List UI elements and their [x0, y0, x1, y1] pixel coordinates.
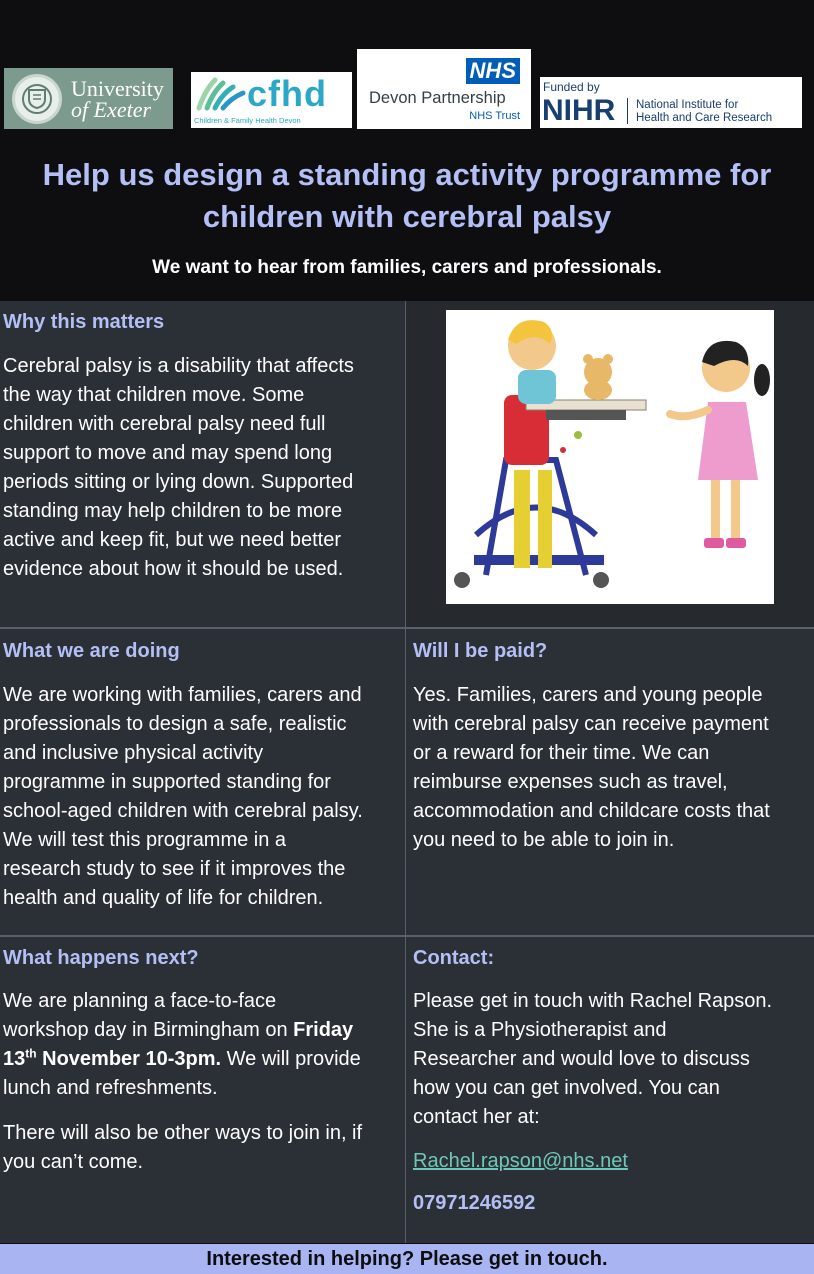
paid-line: reimburse expenses such as travel,: [413, 771, 728, 793]
university-of-exeter-logo: [4, 68, 173, 129]
doing-line: research study to see if it improves the: [3, 858, 346, 880]
cfhd-logo: [191, 72, 352, 128]
why-line: standing may help children to be more: [3, 500, 343, 522]
next-extra: [3, 1119, 362, 1177]
why-line: the way that children move. Some: [3, 384, 305, 406]
paid-heading: Will I be paid?: [413, 640, 548, 662]
contact-line: She is a Physiotherapist and: [413, 1019, 667, 1041]
next-line: [3, 1016, 361, 1045]
exeter-logo-line1: University: [71, 75, 164, 101]
paid-line: Yes. Families, carers and young people: [413, 684, 763, 706]
nhs-trust-name: Devon Partnership: [369, 89, 506, 107]
cfhd-wordmark: cfhd: [247, 73, 327, 114]
doing-line: and inclusive physical activity: [3, 742, 264, 764]
exeter-logo-line2: of Exeter: [71, 96, 152, 122]
page-subtitle: We want to hear from families, carers and professionals.: [152, 257, 662, 278]
contact-body: [413, 987, 772, 1132]
next-date-time: November 10-3pm.: [36, 1048, 222, 1070]
doing-line: professionals to design a safe, realistic: [3, 713, 347, 735]
why-heading: Why this matters: [3, 311, 165, 333]
nihr-logo: [540, 77, 802, 128]
column-divider: [405, 301, 406, 1243]
why-line: active and keep fit, but we need better: [3, 529, 341, 551]
next-heading: What happens next?: [3, 947, 199, 969]
why-line: Cerebral palsy is a disability that affects: [3, 355, 354, 377]
nihr-wordmark: NIHR: [542, 94, 616, 127]
nihr-fullname: [636, 99, 772, 125]
paid-line: or a reward for their time. We can: [413, 742, 710, 764]
page-title-line2: children with cerebral palsy: [202, 199, 612, 234]
why-line: support to move and may spend long: [3, 442, 333, 464]
contact-line: Researcher and would love to discuss: [413, 1048, 750, 1070]
contact-email-link[interactable]: Rachel.rapson@nhs.net: [413, 1150, 628, 1172]
why-line: periods sitting or lying down. Supported: [3, 471, 354, 493]
doing-line: programme in supported standing for: [3, 771, 331, 793]
doing-line: health and quality of life for children.: [3, 887, 324, 909]
why-line: children with cerebral palsy need full: [3, 413, 326, 435]
doing-line: school-aged children with cerebral palsy.: [3, 800, 363, 822]
row-divider-1: [0, 627, 814, 629]
why-line: evidence about how it should be used.: [3, 558, 344, 580]
nihr-funded-by: Funded by: [543, 80, 600, 94]
why-body: [3, 352, 354, 584]
next-body: [3, 987, 361, 1103]
doing-line: We will test this programme in a: [3, 829, 287, 851]
nhs-badge: NHS: [466, 58, 520, 84]
doing-heading: What we are doing: [3, 640, 180, 662]
doing-body: [3, 681, 363, 913]
nhs-trust-label: NHS Trust: [469, 110, 520, 122]
contact-phone[interactable]: 07971246592: [413, 1192, 536, 1214]
next-text: workshop day in Birmingham on: [3, 1019, 294, 1041]
standing-frame-illustration: [446, 310, 774, 604]
next-line: There will also be other ways to join in, if: [3, 1122, 363, 1144]
next-date-suffix: th: [25, 1046, 37, 1061]
child-in-stander-illustration: [446, 310, 774, 604]
paid-line: accommodation and childcare costs that: [413, 800, 770, 822]
next-line: lunch and refreshments.: [3, 1077, 218, 1099]
devon-partnership-nhs-logo: [357, 49, 531, 129]
page-title: [0, 154, 814, 238]
next-text: We will provide: [221, 1048, 361, 1070]
footer-banner: Interested in helping? Please get in touch.: [0, 1244, 814, 1274]
paid-line: you need to be able to join in.: [413, 829, 675, 851]
page-title-line1: Help us design a standing activity programme for: [42, 157, 772, 192]
contact-line: Please get in touch with Rachel Rapson.: [413, 990, 773, 1012]
next-date-number: 13: [3, 1048, 26, 1070]
next-line: you can’t come.: [3, 1151, 144, 1173]
contact-heading: Contact:: [413, 947, 495, 969]
row-divider-2: [0, 935, 814, 937]
next-line: [3, 1045, 361, 1074]
nihr-divider: [627, 98, 628, 124]
paid-line: with cerebral palsy can receive payment: [413, 713, 769, 735]
nihr-fullname-line2: Health and Care Research: [636, 112, 773, 124]
paid-body: [413, 681, 770, 855]
cfhd-subtitle: Children & Family Health Devon: [194, 116, 301, 125]
next-line: We are planning a face-to-face: [3, 990, 277, 1012]
next-date-day: Friday: [293, 1019, 354, 1041]
cfhd-wave-icon: [195, 76, 247, 112]
contact-line: how you can get involved. You can: [413, 1077, 720, 1099]
nihr-fullname-line1: National Institute for: [636, 99, 739, 111]
doing-line: We are working with families, carers and: [3, 684, 362, 706]
exeter-seal-icon: [12, 74, 62, 124]
contact-line: contact her at:: [413, 1106, 540, 1128]
